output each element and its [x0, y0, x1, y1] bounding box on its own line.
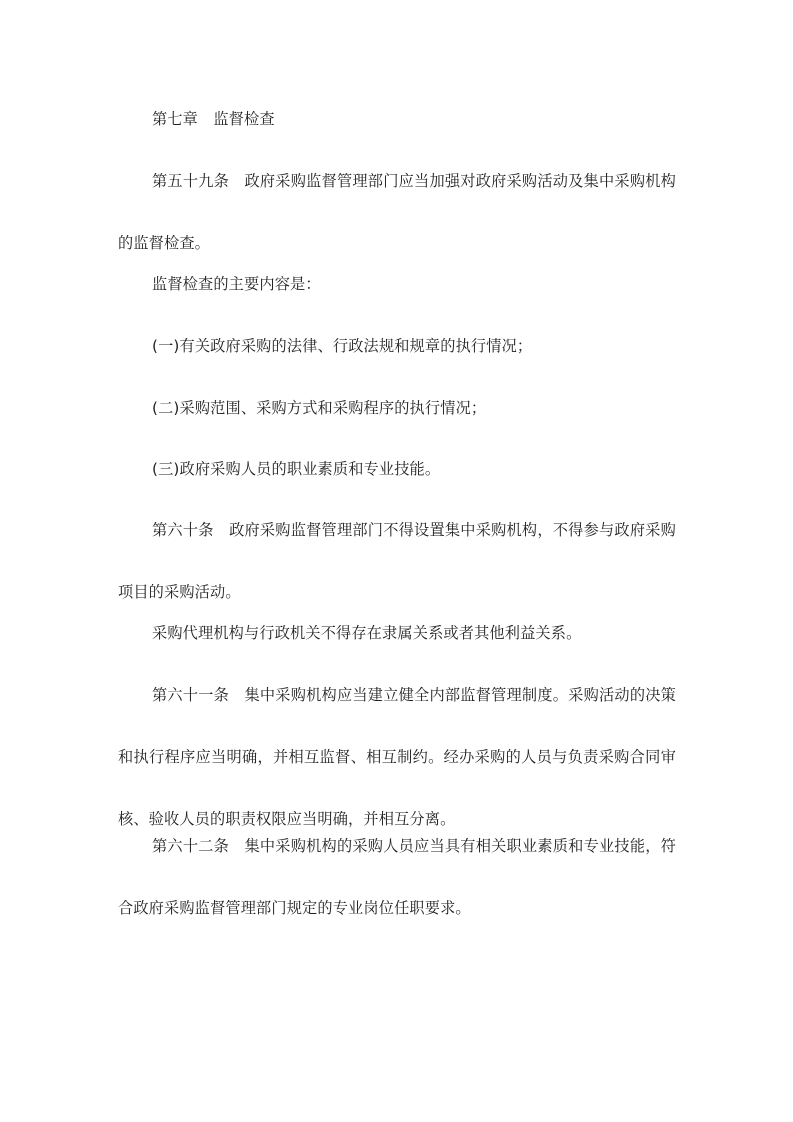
inspection-item-1: (一)有关政府采购的法律、行政法规和规章的执行情况；	[152, 337, 533, 355]
chapter-heading: 第七章 监督检查	[152, 110, 275, 128]
inspection-item-3: (三)政府采购人员的职业素质和专业技能。	[152, 460, 441, 478]
article-60: 第六十条 政府采购监督管理部门不得设置集中采购机构，不得参与政府采购项目的采购活动。	[118, 521, 676, 601]
inspection-contents-intro: 监督检查的主要内容是：	[152, 275, 321, 293]
inspection-item-2: (二)采购范围、采购方式和采购程序的执行情况；	[152, 399, 487, 417]
article-59: 第五十九条 政府采购监督管理部门应当加强对政府采购活动及集中采购机构的监督检查。	[118, 172, 676, 252]
agency-relationship-paragraph: 采购代理机构与行政机关不得存在隶属关系或者其他利益关系。	[152, 624, 582, 642]
article-61: 第六十一条 集中采购机构应当建立健全内部监督管理制度。采购活动的决策和执行程序应当明确，并相互监督、相互制约。经办采购的人员与负责采购合同审核、验收人员的职责权限应当明确，并相互分离。	[118, 686, 676, 828]
article-62: 第六十二条 集中采购机构的采购人员应当具有相关职业素质和专业技能，符合政府采购监督管理部门规定的专业岗位任职要求。	[118, 837, 676, 917]
